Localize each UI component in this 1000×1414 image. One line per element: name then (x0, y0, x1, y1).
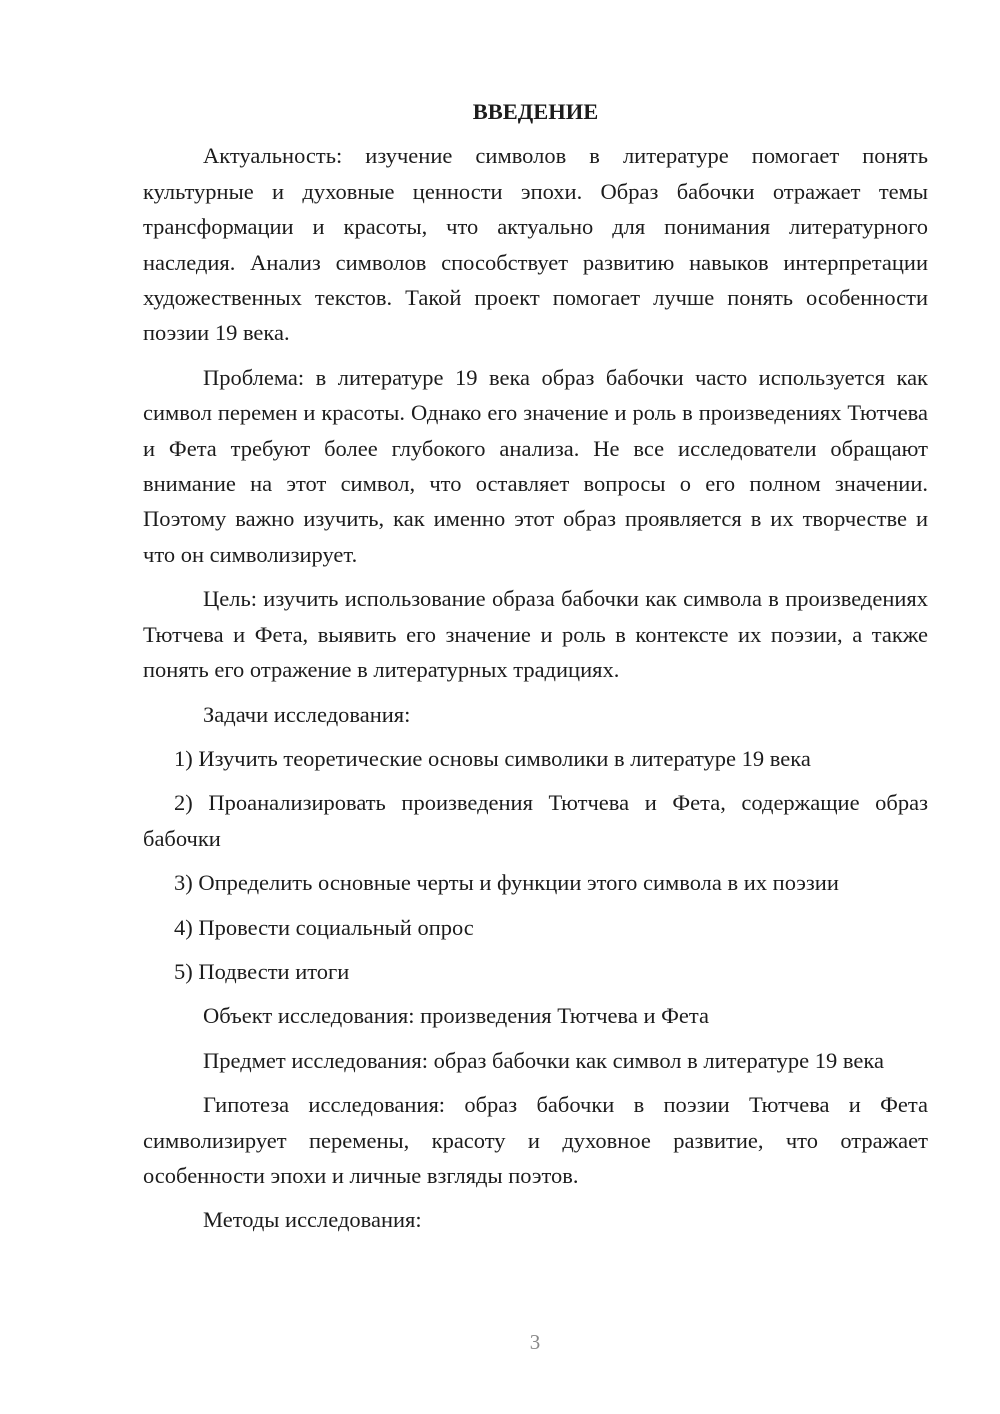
tasks-heading: Задачи исследования: (203, 701, 411, 727)
goal-paragraph: Цель: изучить использование образа бабочки как символа в произведениях Тютчева и Фета, выявить его значение и роль в контексте их поэзии, а также понять его отражение в литературных традициях. (143, 586, 928, 683)
task-item-1: 1) Изучить теоретические основы символики в литературе 19 века (174, 745, 811, 771)
page-number: 3 (529, 1330, 541, 1354)
task-item-3: 3) Определить основные черты и функции этого символа в их поэзии (174, 870, 839, 896)
object-paragraph: Объект исследования: произведения Тютчева и Фета (203, 1003, 709, 1029)
hypothesis-paragraph: Гипотеза исследования: образ бабочки в поэзии Тютчева и Фета символизирует перемены, красоту и духовное развитие, что отражает особенности эпохи и личные взгляды поэтов. (143, 1092, 928, 1188)
task-item-2: 2) Проанализировать произведения Тютчева и Фета, содержащие образ бабочки (143, 790, 928, 851)
page-content (143, 94, 928, 1247)
task-item-4: 4) Провести социальный опрос (174, 914, 474, 940)
problem-paragraph: Проблема: в литературе 19 века образ бабочки часто используется как символ перемен и красоты. Однако его значение и роль в произведениях Тютчева и Фета требуют более глубокого анализа. Не все исследователи обращают внимание на этот символ, что оставляет вопросы о его полном значении. Поэтому важно изучить, как именно этот образ проявляется в их творчестве и что он символизирует. (143, 364, 928, 567)
task-item-5: 5) Подвести итоги (174, 958, 350, 984)
section-heading: ВВЕДЕНИЕ (472, 99, 599, 124)
subject-paragraph: Предмет исследования: образ бабочки как символ в литературе 19 века (203, 1047, 884, 1073)
relevance-paragraph: Актуальность: изучение символов в литературе помогает понять культурные и духовные ценности эпохи. Образ бабочки отражает темы трансформации и красоты, что актуально для понимания литературного наследия. Анализ символов способствует развитию навыков интерпретации художественных текстов. Такой проект помогает лучше понять особенности поэзии 19 века. (143, 143, 928, 346)
methods-heading: Методы исследования: (203, 1207, 422, 1233)
